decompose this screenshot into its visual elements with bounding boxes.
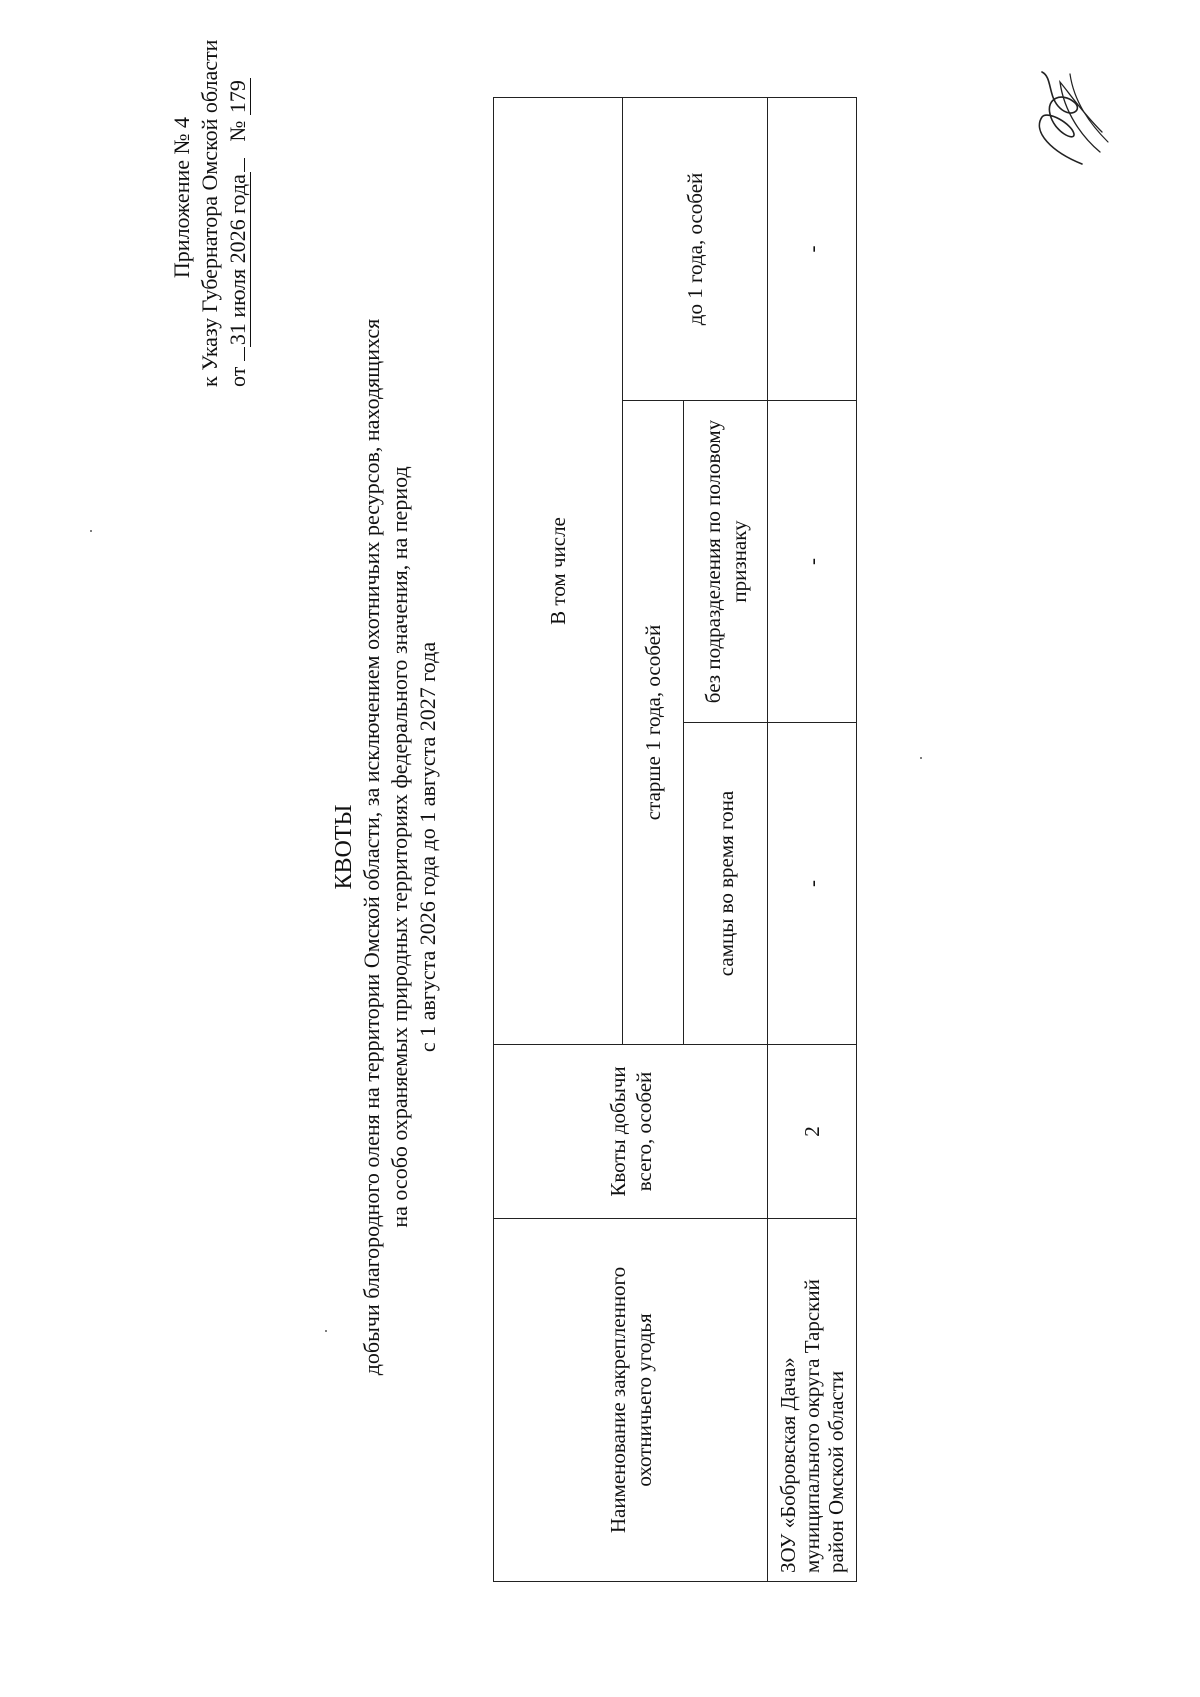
from-label: от [225,366,250,387]
title-line-1: добычи благородного оленя на территории Омской области, за исключением охотничьих ресурсов, находящихся [359,318,384,1376]
header-under-1-year: до 1 года, особей [623,97,768,400]
document-title-block [330,157,442,1537]
handwritten-signature [1012,62,1122,172]
cell-no-sex-division: - [768,401,857,723]
title-line-3: с 1 августа 2026 года до 1 августа 2027 года [415,641,440,1053]
cell-quota-total: 2 [768,1045,857,1219]
title-line-2: на особо охраняемых природных территориях федерального значения, на период [387,466,412,1228]
decree-date: 31 июля 2026 года [225,174,250,346]
appendix-date-line [224,80,252,387]
decree-number: 179 [225,80,250,114]
header-row-1 [494,97,623,1581]
header-older-1-year: старше 1 года, особей [623,401,684,1045]
appendix-number: Приложение № 4 [169,117,194,279]
cell-under-1-year: - [768,97,857,400]
table-row [768,97,857,1581]
appendix-header [168,39,252,387]
scan-speck [90,530,92,532]
header-no-sex-division: без подразделения по половому признаку [684,401,768,723]
quota-table [493,97,857,1582]
appendix-decree: к Указу Губернатора Омской области [197,39,222,387]
number-label: № [225,120,250,142]
document-heading: КВОТЫ [331,804,357,890]
cell-males-rut: - [768,723,857,1045]
header-name: Наименование закрепленного охотничьего угодья [494,1219,768,1582]
cell-hunting-ground-name: ЗОУ «Бобровская Дача» муниципального округа Тарский район Омской области [768,1219,857,1582]
header-quota-total: Квоты добычи всего, особей [494,1045,768,1219]
header-males-rut: самцы во время гона [684,723,768,1045]
header-including: В том числе [494,97,623,1044]
scan-speck [325,1330,327,1332]
scan-speck [920,757,922,759]
